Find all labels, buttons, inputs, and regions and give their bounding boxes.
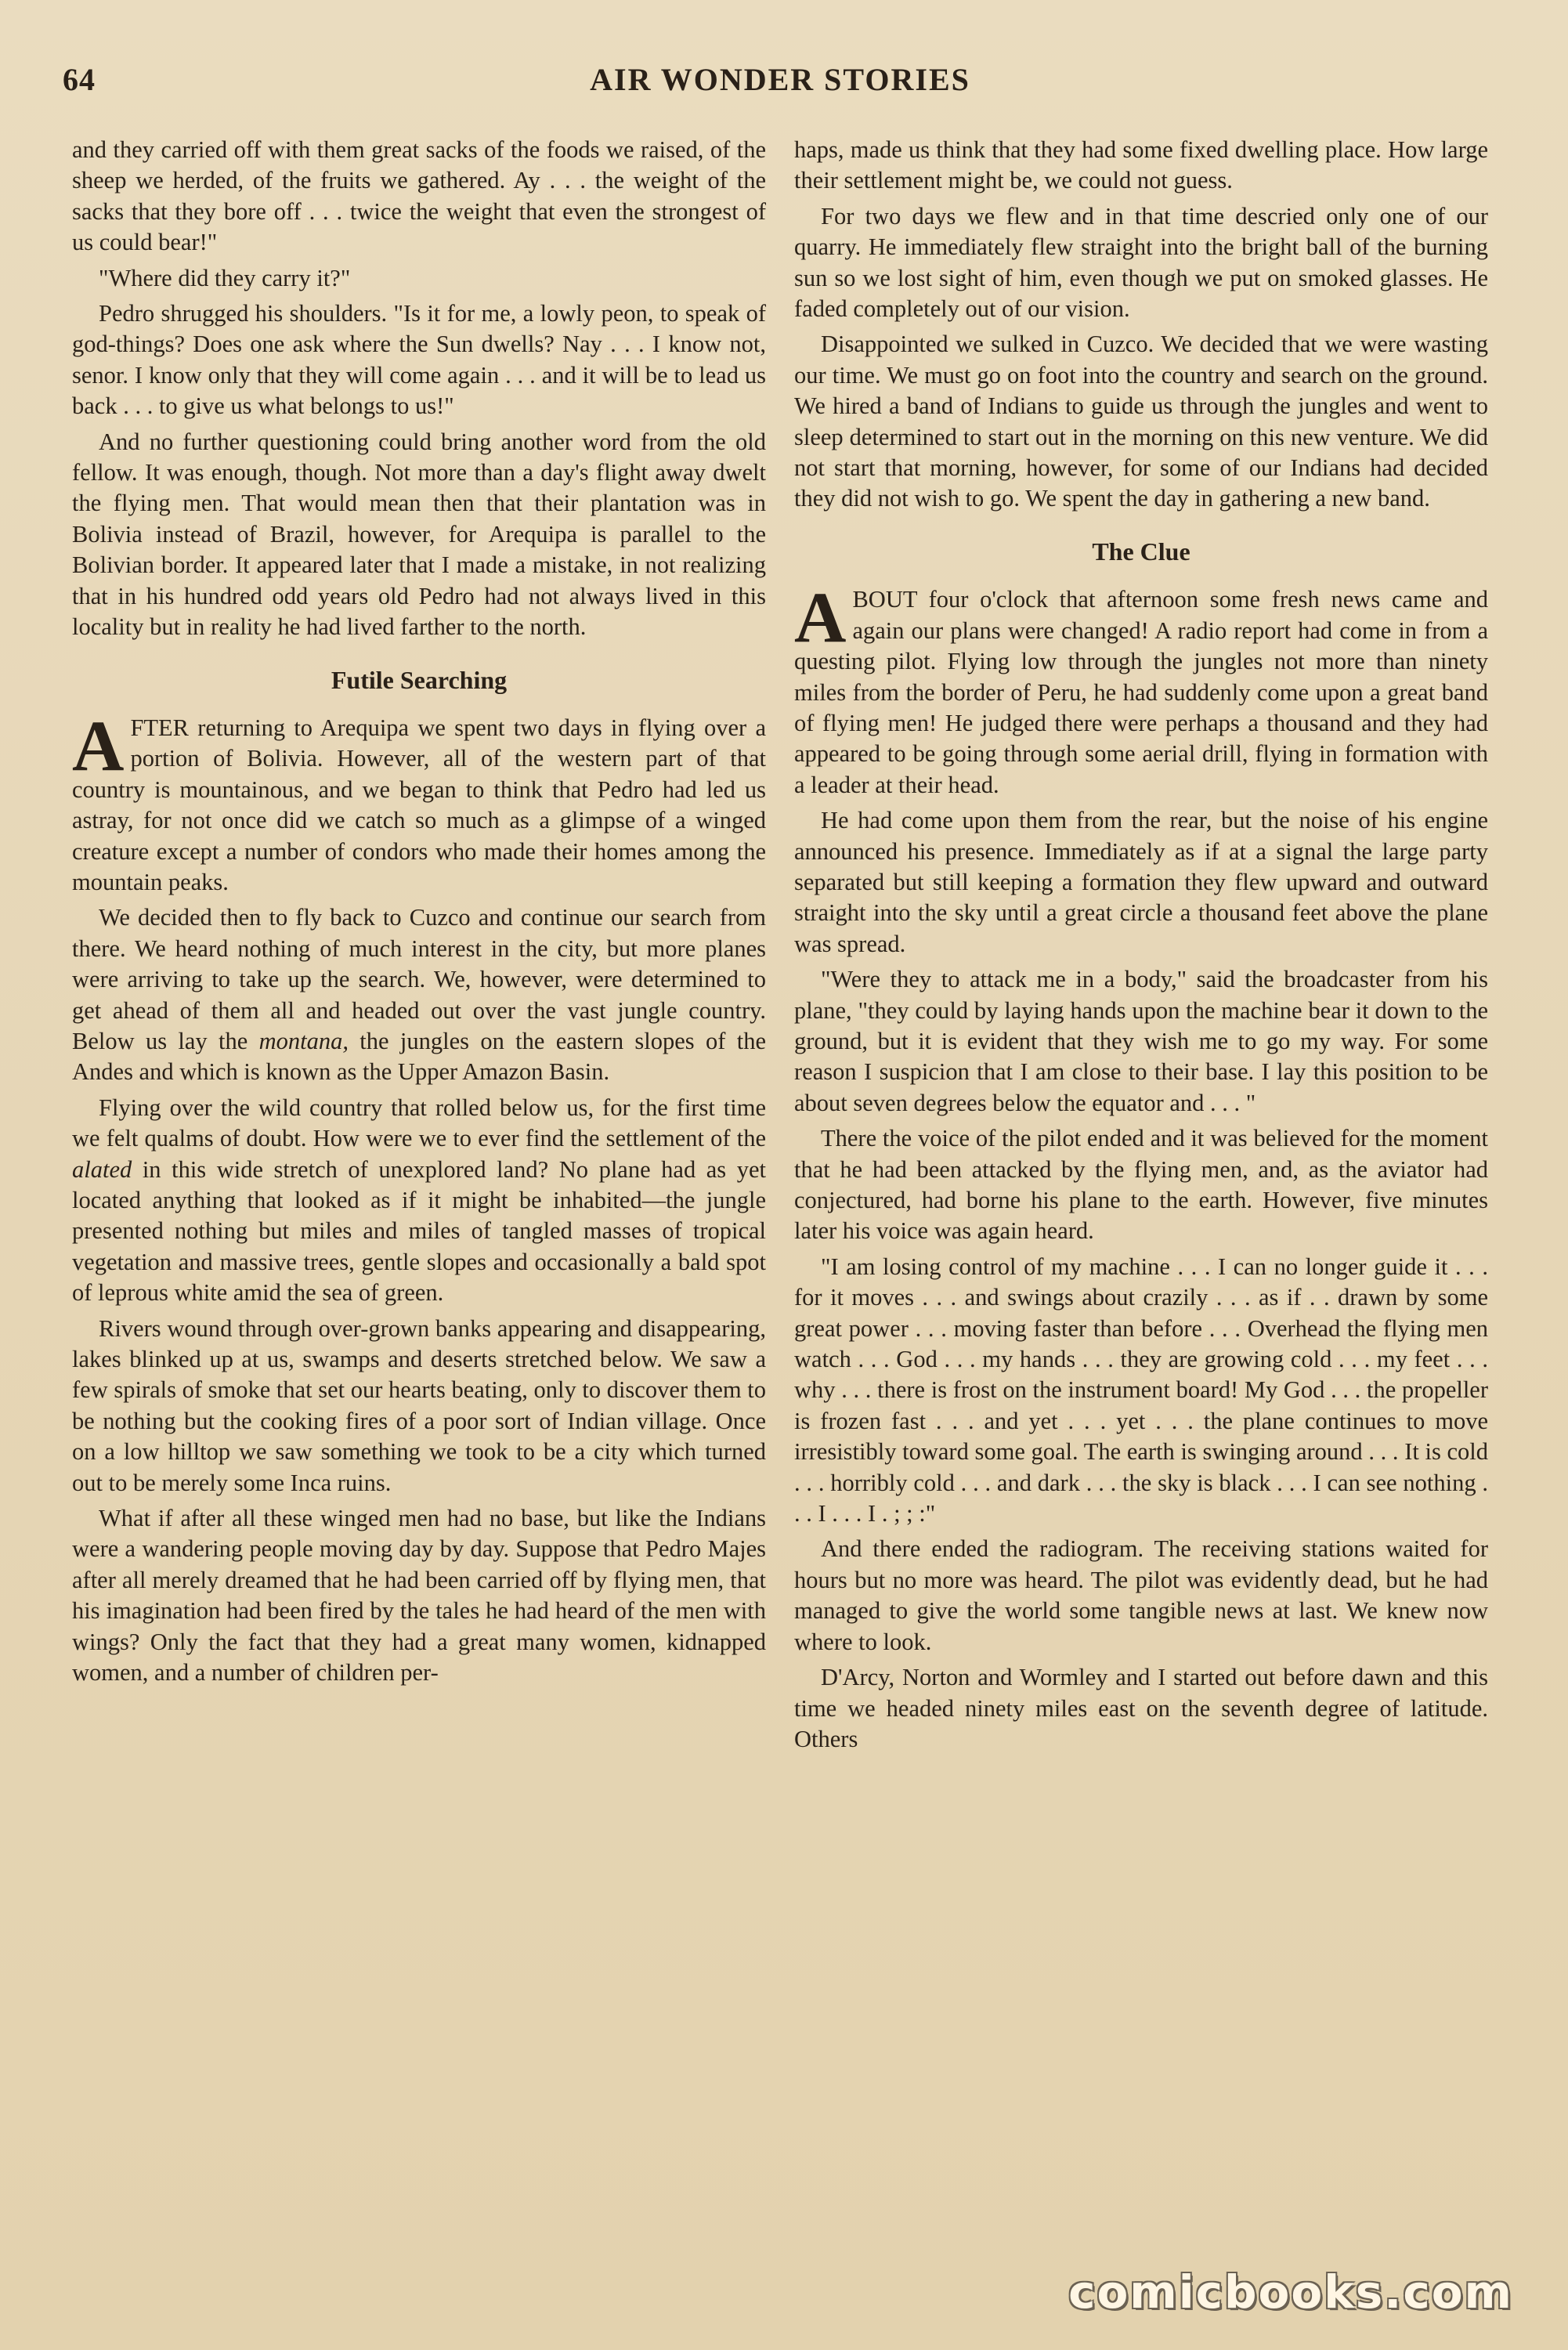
paragraph-text: the jungles on the eastern slopes of the Andes and which is known as the Upper Amazon Basin. [72, 1027, 766, 1086]
paragraph: And no further questioning could bring another word from the old fellow. It was enough, though. Not more than a day's flight away dwelt the flying men. That would mean then that their plantation was in Bolivia instead of Brazil, however, for Arequipa is parallel to the Bolivian border. It appeared later that I made a mistake, in not realizing that in his hundred odd years old Pedro had not always lived in this locality but in reality he had lived farther to the north. [72, 428, 766, 641]
paragraph: Rivers wound through over-grown banks appearing and disappearing, lakes blinked up at us, swamps and deserts stretched below. We saw a few spirals of smoke that set our hearts beating, only to discover them to be nothing but the cooking fires of a poor sort of Indian village. Once on a low hilltop we saw something we took to be a city which turned out to be merely some Inca ruins. [72, 1314, 766, 1496]
section-heading-the-clue: The Clue [1092, 537, 1190, 566]
paragraph: "I am losing control of my machine . . . I can no longer guide it . . . for it moves . . . and swings about crazily . . . as if . . drawn by some great power . . . moving faster than before . . . Overhead the flying men watch . . . God . . . my hands . . . they are growing cold . . . my feet . . . why . . . there is frost on the instrument board! My God . . . the propeller is frozen fast . . . and yet . . . yet . . . the plane continues to move irresistibly toward some goal. The earth is swinging around . . . It is cold . . . horribly cold . . . and dark . . . the sky is black . . . I can see nothing . . . I . . . I . ; ; :" [794, 1253, 1488, 1528]
paragraph-with-dropcap [794, 577, 1488, 801]
right-column [794, 135, 1488, 1759]
paragraph: Disappointed we sulked in Cuzco. We decided that we were wasting our time. We must go on foot into the country and search on the ground. We hired a band of Indians to guide us through the jungles and went to sleep determined to start out in the morning on this new venture. We did not start that morning, however, for some of our Indians had decided they did not wish to go. We spent the day in gathering a new band. [794, 331, 1488, 512]
paragraph-text: Flying over the wild country that rolled below us, for the first time we felt qualms of doubt. How were we to ever find the settlement of the [72, 1094, 766, 1152]
paragraph: "Where did they carry it?" [99, 264, 351, 291]
paragraph-text: BOUT four o'clock that afternoon some fresh news came and again our plans were changed! A radio report had come in from a questing pilot. Flying low through the jungles not more than ninety miles from the border of Peru, he had suddenly come upon a great band of flying men! He judged there were perhaps a thousand and they had appeared to be going through some aerial drill, flying in formation with a leader at their head. [794, 586, 1488, 798]
paragraph: "Were they to attack me in a body," said the broadcaster from his plane, "they could by laying hands upon the machine bear it down to the ground, but it is evident that they wish me to go my way. For some reason I suspicion that I am close to their base. I lay this position to be about seven degrees below the equator and . . . " [794, 966, 1488, 1116]
paragraph: Pedro shrugged his shoulders. "Is it for me, a lowly peon, to speak of god-things? Does one ask where the Sun dwells? Nay . . . I know not, senor. I know only that they will come again . . . and it will be to lead us back . . . to give us what belongs to us!" [72, 300, 766, 420]
magazine-title: AIR WONDER STORIES [590, 62, 970, 97]
left-column [72, 135, 766, 1694]
paragraph-text: in this wide stretch of unexplored land? No plane had as yet located anything that looked as if it might be inhabited—the jungle presented nothing but miles and miles of tangled masses of tropical vegetation and massive trees, gentle slopes and occasionally a bald spot of leprous white amid the sea of green. [72, 1155, 766, 1307]
paragraph [72, 1093, 766, 1309]
section-heading-futile-searching: Futile Searching [331, 665, 508, 694]
paragraph-text: FTER returning to Arequipa we spent two days in flying over a portion of Bolivia. However, all of the western part of that country is mountainous, and we began to think that Pedro had led us astray, for not once did we catch so much as a glimpse of a winged creature except a number of condors who made their homes among the mountain peaks. [72, 714, 766, 895]
paragraph: What if after all these winged men had no base, but like the Indians were a wandering people moving day by day. Suppose that Pedro Majes after all merely dreamed that he had been carried off by flying men, that his imagination had been fired by the tales he had heard of the men with wings? Only the fact that they had a great many women, kidnapped women, and a number of children per- [72, 1505, 766, 1687]
paragraph: and they carried off with them great sacks of the foods we raised, of the sheep we herded, of the fruits we gathered. Ay . . . the weight of the sacks that they bore off . . . twice the weight that even the strongest of us could bear!" [72, 136, 766, 256]
drop-cap: A [794, 577, 847, 658]
paragraph-with-dropcap [72, 705, 766, 898]
italic-term: alated [72, 1155, 132, 1183]
paragraph-text: We decided then to fly back to Cuzco and continue our search from there. We heard nothing of much interest in the city, but more planes were arriving to take up the search. We, however, were determined to get ahead of them all and headed out over the vast jungle country. Below us lay the [72, 904, 766, 1054]
page-number: 64 [63, 62, 96, 97]
paragraph: He had come upon them from the rear, but the noise of his engine announced his presence. Immediately as if at a signal the large party separated but still keeping a formation they flew upward and outward straight into the sky until a great circle a thousand feet above the plane was spread. [794, 807, 1488, 957]
drop-cap: A [72, 705, 125, 786]
italic-term: montana, [258, 1027, 349, 1054]
paragraph: There the voice of the pilot ended and it was believed for the moment that he had been attacked by the flying men, and, as the aviator had conjectured, had borne his plane to the earth. However, five minutes later his voice was again heard. [794, 1125, 1488, 1245]
paragraph: And there ended the radiogram. The receiving stations waited for hours but no more was heard. The pilot was evidently dead, but he had managed to give the world some tangible news at last. We knew now where to look. [794, 1535, 1488, 1655]
paragraph: D'Arcy, Norton and Wormley and I started out before dawn and this time we headed ninety miles east on the seventh degree of latitude. Others [794, 1664, 1488, 1752]
paragraph: For two days we flew and in that time descried only one of our quarry. He immediately flew straight into the bright ball of the burning sun so we lost sight of him, even though we put on smoked glasses. He faded completely out of our vision. [794, 202, 1488, 323]
watermark: comicbooks.com [1068, 2265, 1513, 2319]
running-head [63, 61, 1498, 108]
paragraph: haps, made us think that they had some fixed dwelling place. How large their settlement might be, we could not guess. [794, 136, 1488, 194]
paragraph [72, 902, 766, 1087]
